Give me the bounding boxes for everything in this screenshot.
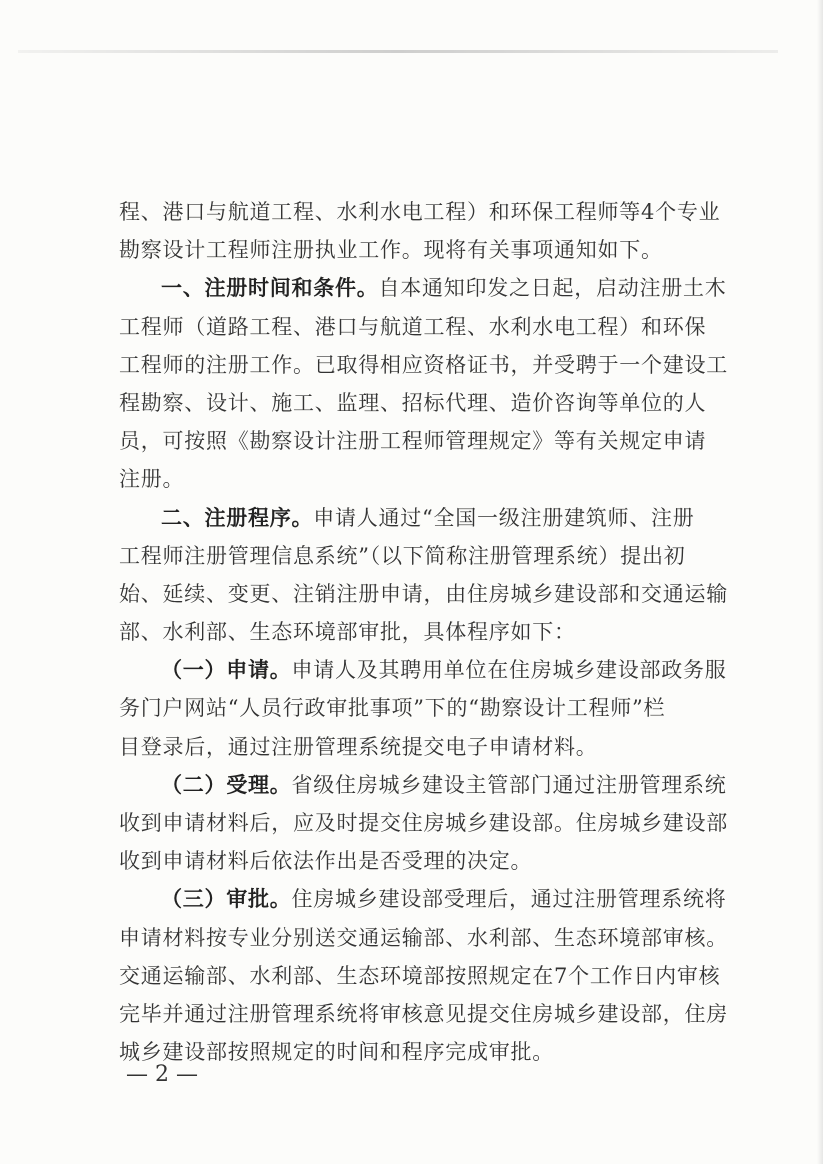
text-line: 程勘察、设计、施工、监理、招标代理、造价咨询等单位的人 bbox=[119, 390, 707, 415]
subsection-3-first-line bbox=[119, 880, 727, 918]
subsection-3-text: 住房城乡建设部受理后，通过注册管理系统将 bbox=[291, 887, 727, 912]
text-line: 员，可按照《勘察设计注册工程师管理规定》等有关规定申请 bbox=[119, 429, 707, 454]
page-number: — 2 — bbox=[126, 1062, 198, 1087]
text-line: 务门户网站“人员行政审批事项”下的“勘察设计工程师”栏 bbox=[119, 696, 666, 721]
subsection-2-heading: （二）受理。 bbox=[161, 772, 292, 797]
document-body bbox=[119, 193, 728, 1071]
text-line: 始、延续、变更、注销注册申请，由住房城乡建设部和交通运输 bbox=[119, 581, 728, 606]
subsection-3-heading: （三）审批。 bbox=[161, 887, 292, 912]
subsection-2-text: 省级住房城乡建设主管部门通过注册管理系统 bbox=[291, 772, 727, 797]
text-line: 城乡建设部按照规定的时间和程序完成审批。 bbox=[119, 1040, 554, 1065]
text-line: 目登录后，通过注册管理系统提交电子申请材料。 bbox=[119, 734, 598, 759]
scan-artifact-line bbox=[18, 50, 778, 53]
section-1-first-line bbox=[119, 269, 727, 307]
subsection-2-first-line bbox=[119, 766, 727, 804]
text-line: 注册。 bbox=[119, 467, 185, 492]
text-line: 收到申请材料后，应及时提交住房城乡建设部。住房城乡建设部 bbox=[119, 811, 728, 835]
text-line: 工程师的注册工作。已取得相应资格证书，并受聘于一个建设工 bbox=[119, 352, 728, 377]
section-2-text: 申请人通过“全国一级注册建筑师、注册 bbox=[313, 505, 695, 530]
text-line: 工程师注册管理信息系统”（以下简称注册管理系统）提出初 bbox=[119, 543, 686, 568]
text-line: 工程师（道路工程、港口与航道工程、水利水电工程）和环保 bbox=[119, 314, 707, 339]
text-line: 完毕并通过注册管理系统将审核意见提交住房城乡建设部，住房 bbox=[119, 1001, 728, 1026]
subsection-1-text: 申请人及其聘用单位在住房城乡建设部政务服 bbox=[291, 658, 727, 683]
text-line: 部、水利部、生态环境部审批，具体程序如下： bbox=[119, 620, 576, 645]
section-1-heading: 一、注册时间和条件。 bbox=[161, 276, 379, 301]
text-line: 交通运输部、水利部、生态环境部按照规定在7个工作日内审核 bbox=[119, 963, 721, 988]
page-edge-shadow bbox=[817, 0, 823, 1164]
section-1-text: 自本通知印发之日起，启动注册土木 bbox=[378, 276, 727, 301]
subsection-1-first-line bbox=[119, 651, 727, 689]
section-2-heading: 二、注册程序。 bbox=[161, 505, 314, 530]
subsection-1-heading: （一）申请。 bbox=[161, 658, 292, 683]
text-line: 勘察设计工程师注册执业工作。现将有关事项通知如下。 bbox=[119, 238, 663, 263]
text-line: 程、港口与航道工程、水利水电工程）和环保工程师等4个专业 bbox=[119, 200, 721, 224]
text-line: 申请材料按专业分别送交通运输部、水利部、生态环境部审核。 bbox=[119, 925, 728, 950]
section-2-first-line bbox=[119, 499, 708, 537]
text-line: 收到申请材料后依法作出是否受理的决定。 bbox=[119, 849, 533, 874]
